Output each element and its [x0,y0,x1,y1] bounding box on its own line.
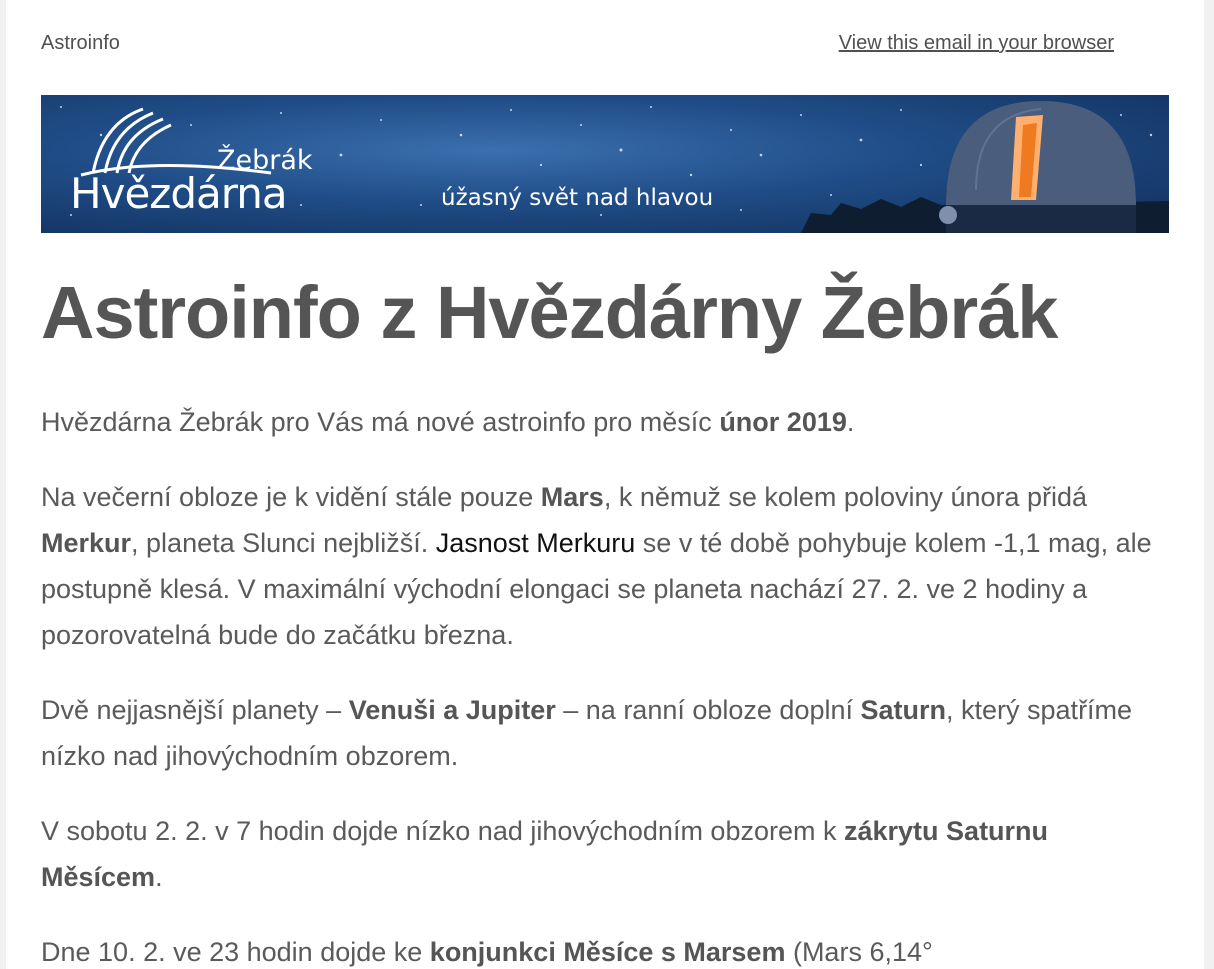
text: Dne 10. 2. ve 23 hodin dojde ke [41,937,430,967]
text: . [846,407,855,437]
email-container [6,0,1204,969]
bold-text: Saturn [860,695,947,725]
page-title: Astroinfo z Hvězdárny Žebrák [41,271,1058,354]
paragraph-morning-sky [41,687,1176,779]
text: . [155,862,163,892]
preheader-brand: Astroinfo [41,32,120,54]
bold-text: zákrytu Saturnu Měsícem [41,816,1049,892]
bold-text: Venuši a Jupiter [348,695,556,725]
text: Na večerní obloze je k vidění stále pouze [41,482,541,512]
text: Dvě nejjasnější planety – [41,695,349,725]
paragraph-intro [41,399,1176,445]
text: V sobotu 2. 2. v 7 hodin dojde nízko nad jihovýchodním obzorem k [41,816,844,846]
text: , který spatříme nízko nad jihovýchodním obzorem. [41,695,1133,771]
logo-text-big: Hvězdárna [70,169,287,218]
paragraph-saturn-occultation [41,808,1176,900]
header-banner[interactable] [41,95,1169,233]
text: (Mars 6,14° [785,937,933,967]
bold-text: Mars [540,482,604,512]
email-body [41,399,1176,969]
paragraph-evening-sky [41,474,1176,658]
text: se v té době pohybuje kolem -1,1 mag, ale postupně klesá. V maximální východní elongaci se planeta nachází 27. 2. ve 2 hodiny a pozorovatelná bude do začátku března. [41,528,1152,650]
bold-text: konjunkci Měsíce s Marsem [429,937,786,967]
text: – na ranní obloze doplní [555,695,861,725]
text: , k němuž se kolem poloviny února přidá [603,482,1088,512]
observatory-dome [939,101,1136,233]
bold-text: Merkur [41,528,132,558]
logo-text-small: Žebrák [217,145,313,176]
paragraph-moon-mars-conjunction [41,929,1176,969]
banner-tagline: úžasný svět nad hlavou [441,185,714,211]
text: , planeta Slunci nejbližší. [131,528,436,558]
view-in-browser-link[interactable]: View this email in your browser [838,32,1114,54]
text: Hvězdárna Žebrák pro Vás má nové astroinfo pro měsíc [41,407,720,437]
bold-text: únor 2019 [719,407,847,437]
mercury-brightness-link[interactable]: Jasnost Merkuru [435,528,636,558]
